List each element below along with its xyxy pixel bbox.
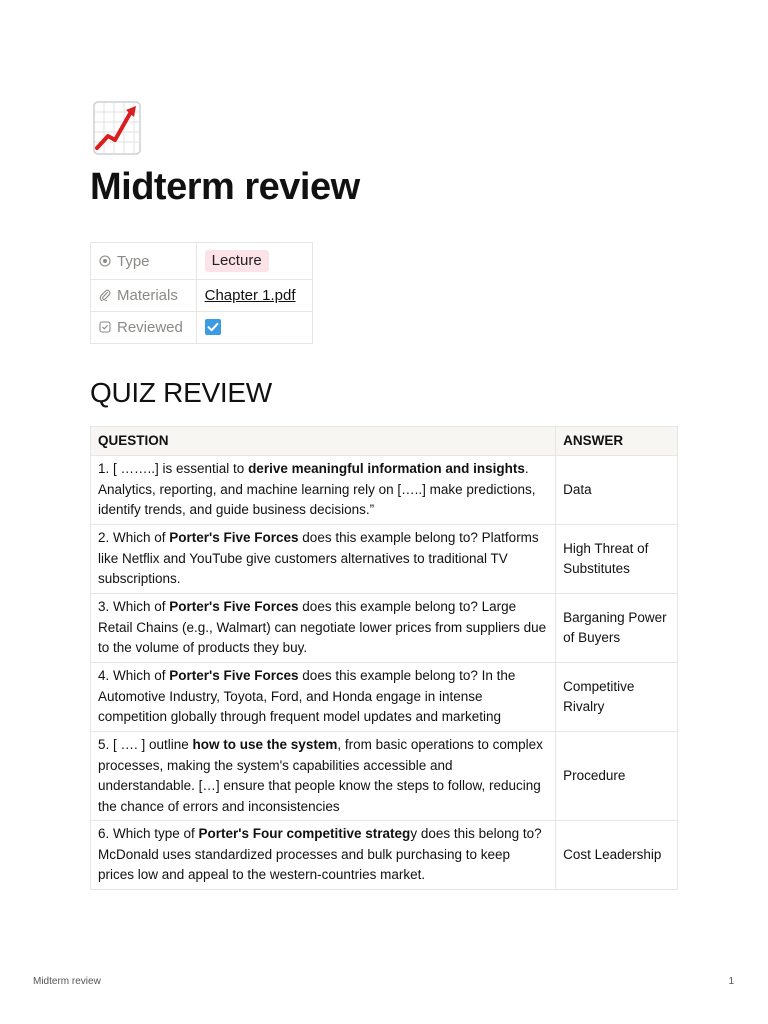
question-text: y does this belong to? McDonald uses standardized processes and bulk purchasing to keep prices low and appeal to the western-countries market. xyxy=(98,826,542,883)
table-row xyxy=(91,821,678,890)
question-cell xyxy=(91,821,556,890)
page-title: Midterm review xyxy=(90,166,360,208)
table-row xyxy=(91,663,678,732)
materials-file-link[interactable]: Chapter 1.pdf xyxy=(204,287,296,304)
table-row xyxy=(91,456,678,525)
answer-cell: Cost Leadership xyxy=(556,821,678,890)
question-emphasis: how to use the system xyxy=(192,737,338,752)
column-header-question: QUESTION xyxy=(91,427,556,456)
target-icon xyxy=(99,254,111,266)
table-row xyxy=(91,525,678,594)
question-emphasis: Porter's Five Forces xyxy=(169,530,299,546)
answer-cell: High Threat of Substitutes xyxy=(556,525,678,594)
question-text: 4. Which of xyxy=(98,668,170,684)
paperclip-icon xyxy=(99,288,111,300)
table-row xyxy=(91,594,678,663)
question-text: 2. Which of xyxy=(98,530,170,546)
question-text: 5. [ …. ] outline xyxy=(98,737,193,752)
property-key-label: Type xyxy=(117,252,150,270)
property-key xyxy=(91,280,197,312)
question-text: . Analytics, reporting, and machine learning rely on […..] make predictions, identify trends, and guide business decisions.” xyxy=(98,461,536,518)
answer-cell: Procedure xyxy=(556,732,678,821)
property-key xyxy=(91,312,197,344)
property-value[interactable] xyxy=(196,312,312,344)
quiz-table xyxy=(90,426,678,890)
question-cell xyxy=(91,732,556,821)
answer-cell: Competitive Rivalry xyxy=(556,663,678,732)
properties-table xyxy=(90,242,313,344)
column-header-answer: ANSWER xyxy=(556,427,678,456)
answer-cell: Barganing Power of Buyers xyxy=(556,594,678,663)
property-row-type xyxy=(91,243,313,280)
question-cell xyxy=(91,456,556,525)
checkbox-icon xyxy=(99,320,111,332)
property-key xyxy=(91,243,197,280)
question-emphasis: derive meaningful information and insights xyxy=(248,461,525,477)
property-value[interactable] xyxy=(196,280,312,312)
property-row-materials xyxy=(91,280,313,312)
property-row-reviewed xyxy=(91,312,313,344)
question-text: does this example belong to? In the Automotive Industry, Toyota, Ford, and Honda engage in intense competition globally through frequent model updates and marketing xyxy=(98,668,516,725)
question-text: 1. [ ……..] is essential to xyxy=(98,461,249,477)
question-text: 6. Which type of xyxy=(98,826,199,842)
reviewed-checkbox[interactable] xyxy=(205,319,221,335)
question-text: 3. Which of xyxy=(98,599,170,615)
footer-title: Midterm review xyxy=(33,976,101,987)
answer-cell: Data xyxy=(556,456,678,525)
table-row xyxy=(91,732,678,821)
question-text: , from basic operations to complex processes, making the system's capabilities accessible and understandable. […] ensure that people know the steps to follow, reducing the chance of errors and inconsistencies xyxy=(98,737,543,814)
section-heading: QUIZ REVIEW xyxy=(90,377,272,408)
question-cell xyxy=(91,525,556,594)
question-text: does this example belong to? Large Retail Chains (e.g., Walmart) can negotiate lower prices from suppliers due to the volume of products they buy. xyxy=(98,599,547,656)
question-emphasis: Porter's Five Forces xyxy=(169,668,299,684)
question-emphasis: Porter's Four competitive strateg xyxy=(198,826,411,842)
question-cell xyxy=(91,663,556,732)
question-text: does this example belong to? Platforms like Netflix and YouTube give customers alternatives to traditional TV subscriptions. xyxy=(98,530,539,587)
page-number: 1 xyxy=(728,976,734,987)
table-header-row xyxy=(91,427,678,456)
property-key-label: Materials xyxy=(117,287,178,304)
question-emphasis: Porter's Five Forces xyxy=(169,599,299,615)
property-key-label: Reviewed xyxy=(117,319,183,336)
property-value[interactable] xyxy=(196,243,312,280)
question-cell xyxy=(91,594,556,663)
chart-increasing-icon xyxy=(92,100,142,156)
type-tag[interactable]: Lecture xyxy=(205,250,269,272)
